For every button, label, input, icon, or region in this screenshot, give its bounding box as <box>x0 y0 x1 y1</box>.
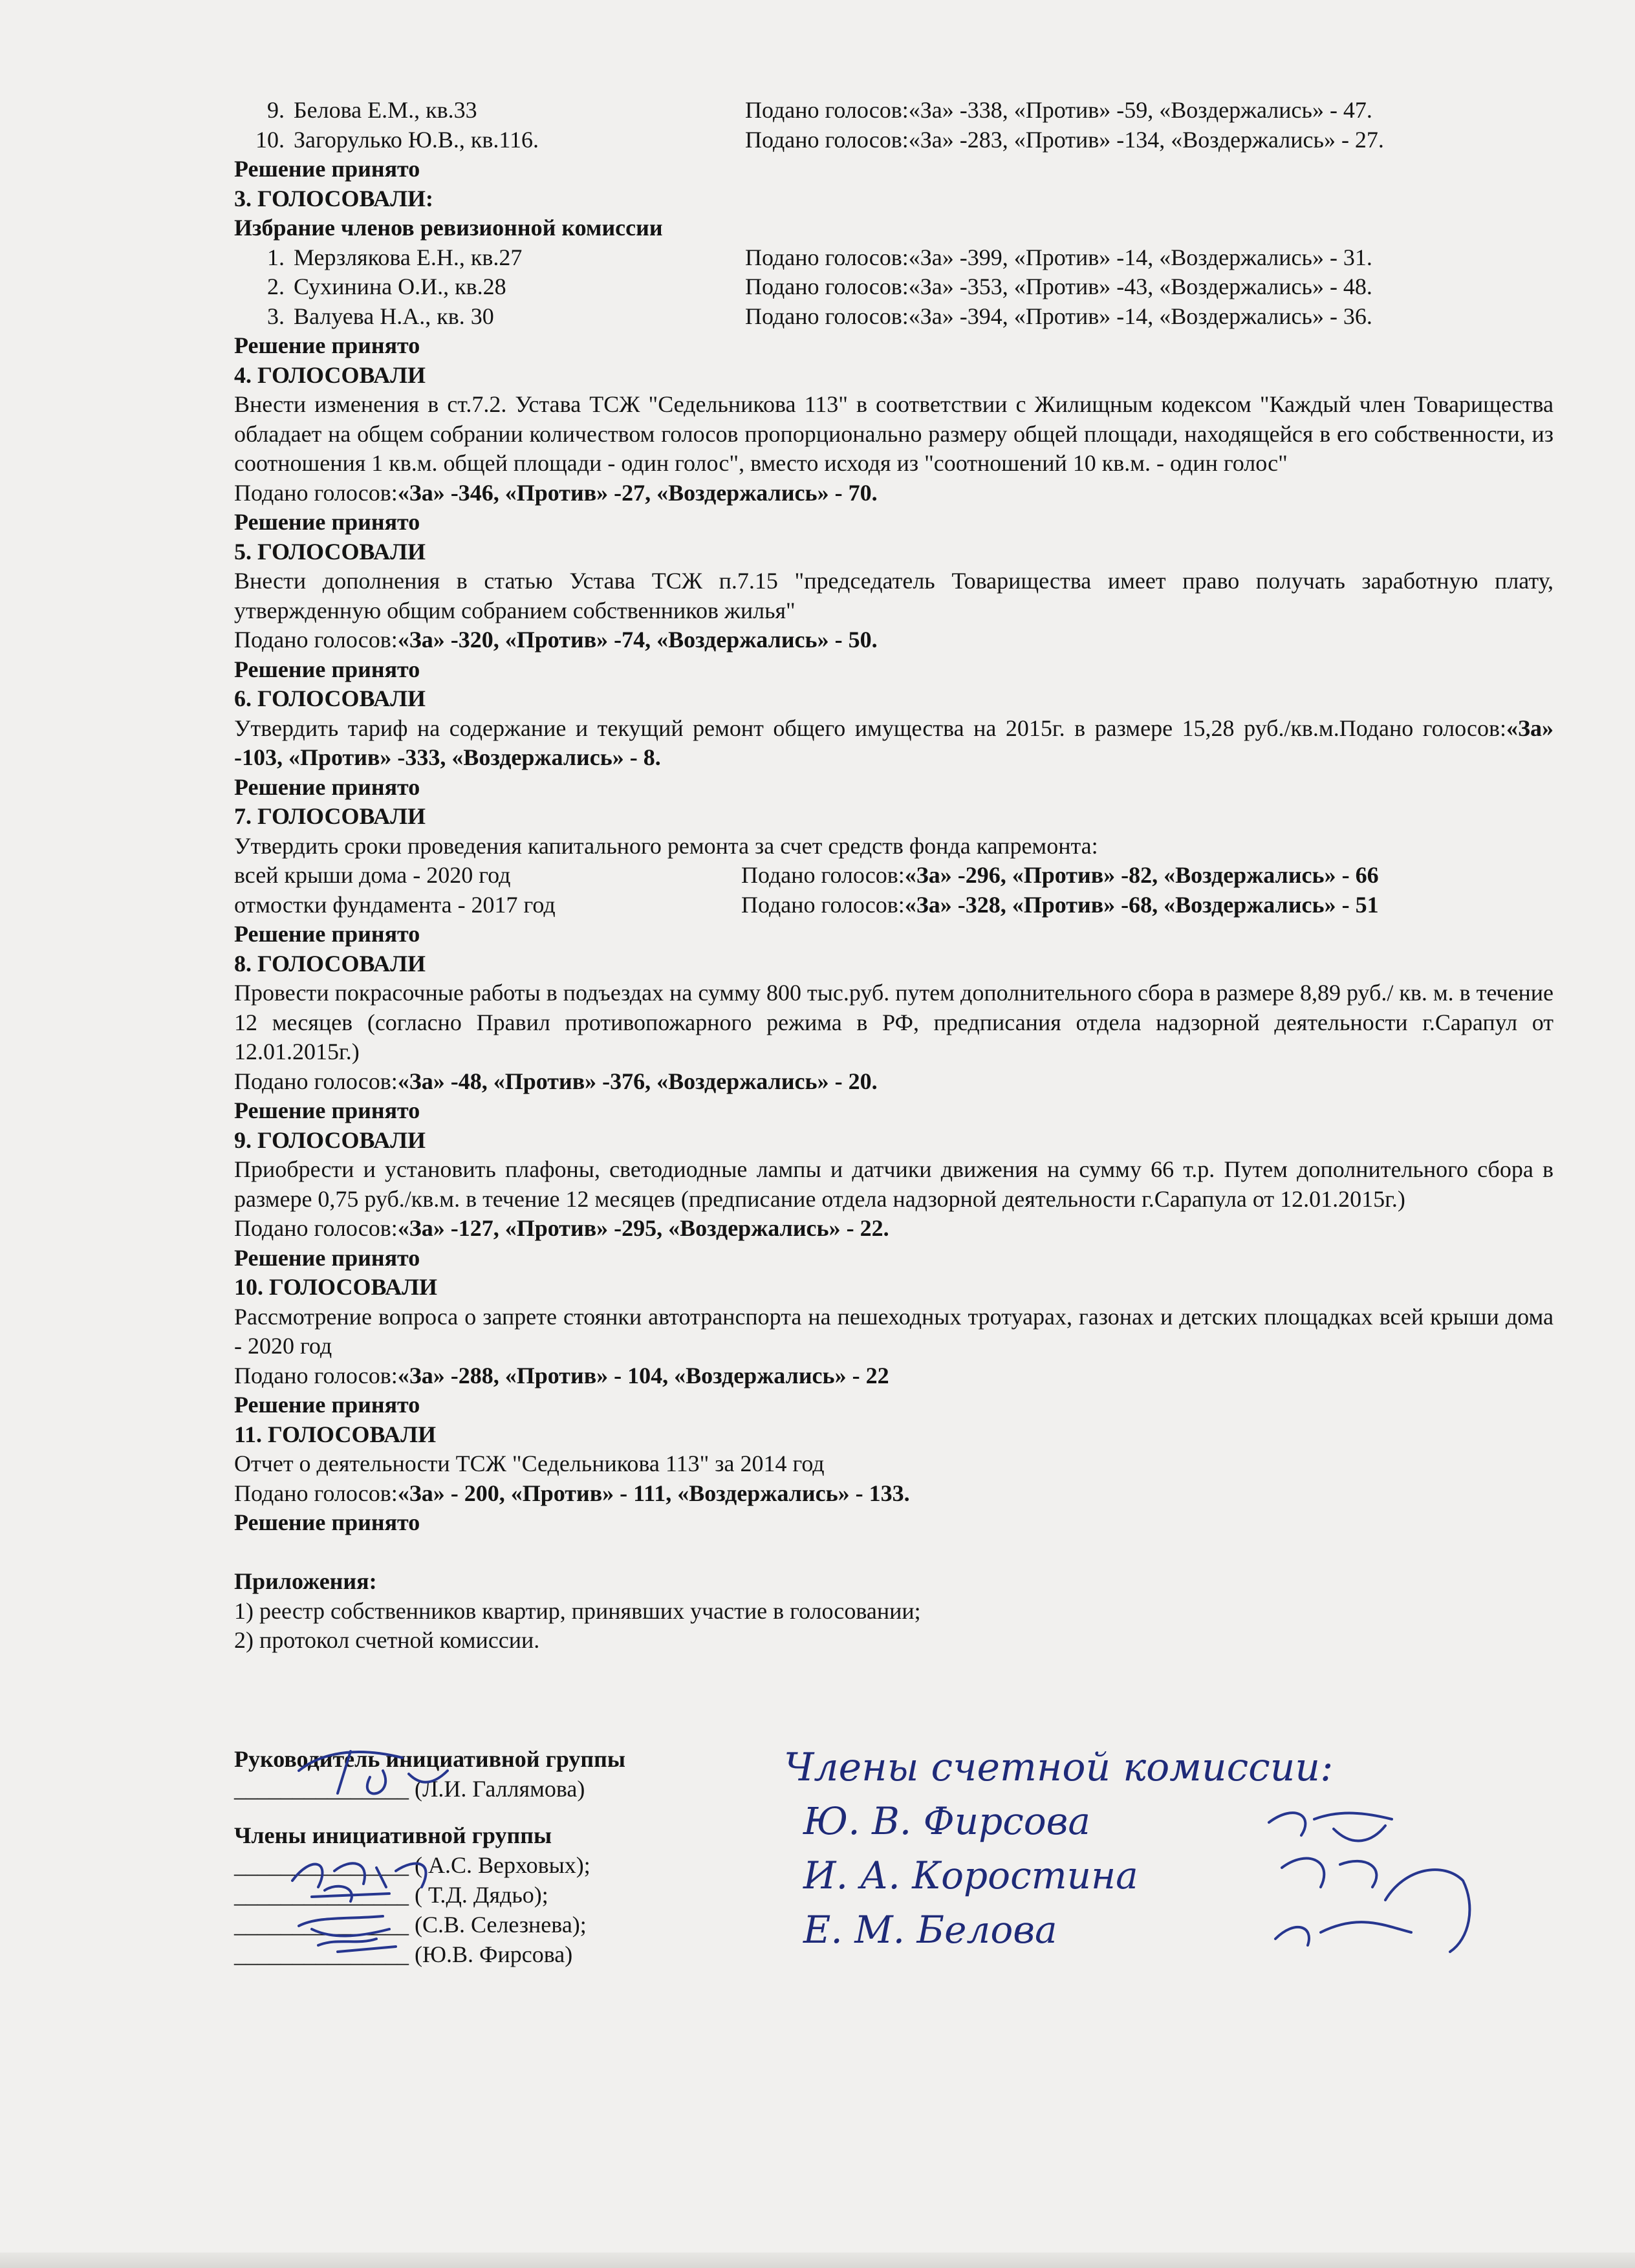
vote-result: «За» -103, «Против» -333, «Воздержались» - 8. <box>234 715 1554 770</box>
audit-member-row <box>234 272 1554 302</box>
item-9-heading: 9. ГОЛОСОВАЛИ <box>234 1127 426 1153</box>
item-11-votes <box>234 1479 1554 1509</box>
item-7-line <box>234 891 1554 920</box>
member-name: Валуева Н.А., кв. 30 <box>294 303 494 329</box>
item-8-heading: 8. ГОЛОСОВАЛИ <box>234 950 426 977</box>
item-5-heading: 5. ГОЛОСОВАЛИ <box>234 538 426 565</box>
commission-signatures <box>1256 1790 1541 1984</box>
attachment-item: 1) реестр собственников квартир, принявших участие в голосовании; <box>234 1597 921 1624</box>
initiative-group-signatures <box>273 1732 506 1965</box>
vote-result: «За» -320, «Против» -74, «Воздержались» - 50. <box>397 627 878 653</box>
initiative-leader-line: _______________ (Л.И. Галлямова) <box>234 1775 585 1802</box>
vote-result: Подано голосов:«За» -283, «Против» -134, «Воздержались» - 27. <box>745 126 1384 153</box>
vote-result: Подано голосов:«За» -394, «Против» -14, «Воздержались» - 36. <box>745 303 1372 329</box>
vote-result: «За» -328, «Против» -68, «Воздержались» - 51 <box>904 891 1379 918</box>
vote-result: Подано голосов:«За» -338, «Против» -59, «Воздержались» - 47. <box>745 97 1372 123</box>
vote-result: «За» -48, «Против» -376, «Воздержались» - 20. <box>397 1068 878 1094</box>
attachments-title: Приложения: <box>234 1568 377 1594</box>
item-7-heading: 7. ГОЛОСОВАЛИ <box>234 803 426 829</box>
vote-result: «За» - 200, «Против» - 111, «Воздержались» - 133. <box>397 1480 910 1506</box>
protocol-text <box>234 96 1554 2049</box>
item-5-votes <box>234 625 1554 655</box>
item-4-heading: 4. ГОЛОСОВАЛИ <box>234 362 426 388</box>
item-10-text: Рассмотрение вопроса о запрете стоянки автотранспорта на пешеходных тротуарах, газонах и детских площадках всей крыши дома - 2020 год <box>234 1303 1554 1359</box>
audit-member-row <box>234 243 1554 273</box>
member-name: Сухинина О.И., кв.28 <box>294 274 506 299</box>
votes-label: Подано голосов: <box>741 891 905 918</box>
initiative-member-line: _______________ (С.В. Селезнева); <box>234 1911 587 1938</box>
initiative-member-line: _______________ (Ю.В. Фирсова) <box>234 1941 573 1967</box>
row-number: 2. <box>267 274 285 299</box>
elected-row-9 <box>234 96 1554 125</box>
decision-accepted: Решение принято <box>234 656 420 682</box>
attachment-item: 2) протокол счетной комиссии. <box>234 1627 540 1653</box>
row-number: 1. <box>267 244 285 270</box>
decision-accepted: Решение принято <box>234 921 420 947</box>
votes-label: Подано голосов: <box>234 479 398 506</box>
item-8-votes <box>234 1067 1554 1097</box>
item-4-text: Внести изменения в ст.7.2. Устава ТСЖ "Седельникова 113" в соответствии с Жилищным кодексом "Каждый член Товарищества обладает на общем собрании количеством голосов пропорционально размеру общей площади, находящейся в его собственности, из соотношения 1 кв.м. общей площади - один голос", вместо исходя из "соотношений 10 кв.м. - один голос" <box>234 391 1554 476</box>
vote-result: «За» -296, «Против» -82, «Воздержались» - 66 <box>904 862 1379 888</box>
item-9-text: Приобрести и установить плафоны, светодиодные лампы и датчики движения на сумму 66 т.р. Путем дополнительного сбора в размере 0,75 руб./кв.м. в течение 12 месяцев (предписание отдела надзорной деятельности г.Сарапула от 12.01.2015г.) <box>234 1156 1554 1212</box>
member-name: Загорулько Ю.В., кв.116. <box>294 126 539 153</box>
decision-accepted: Решение принято <box>234 773 420 800</box>
decision-accepted: Решение принято <box>234 156 420 182</box>
handwritten-name: Е. М. Белова <box>803 1907 1057 1952</box>
decision-accepted: Решение принято <box>234 1509 420 1535</box>
item-3-subheading: Избрание членов ревизионной комиссии <box>234 215 663 241</box>
initiative-members-label: Члены инициативной группы <box>234 1822 552 1848</box>
item-10-votes <box>234 1361 1554 1391</box>
vote-result: Подано голосов:«За» -353, «Против» -43, «Воздержались» - 48. <box>745 274 1372 299</box>
repair-item: всей крыши дома - 2020 год <box>234 862 511 888</box>
vote-result: «За» -288, «Против» - 104, «Воздержались» - 22 <box>397 1362 889 1388</box>
member-name: Мерзлякова Е.Н., кв.27 <box>294 244 523 270</box>
decision-accepted: Решение принято <box>234 1097 420 1123</box>
initiative-member-line: _______________ ( Т.Д. Дядьо); <box>234 1881 548 1908</box>
votes-label: Подано голосов: <box>234 1362 398 1388</box>
decision-accepted: Решение принято <box>234 332 420 358</box>
votes-label: Подано голосов: <box>234 1480 398 1506</box>
member-name: Белова Е.М., кв.33 <box>294 97 477 123</box>
row-number: 9. <box>267 97 285 123</box>
initiative-member-line: _______________ ( А.С. Верховых); <box>234 1852 590 1878</box>
audit-member-row <box>234 302 1554 332</box>
handwritten-name: Ю. В. Фирсова <box>803 1798 1090 1843</box>
item-11-heading: 11. ГОЛОСОВАЛИ <box>234 1421 437 1447</box>
item-7-line <box>234 861 1554 891</box>
votes-label: Подано голосов: <box>234 1215 398 1241</box>
votes-label: Подано голосов: <box>741 862 905 888</box>
handwritten-heading: Члены счетной комиссии: <box>784 1744 1334 1790</box>
item-10-heading: 10. ГОЛОСОВАЛИ <box>234 1274 438 1300</box>
votes-label: Подано голосов: <box>234 1068 398 1094</box>
item-3-heading: 3. ГОЛОСОВАЛИ: <box>234 185 434 211</box>
item-11-text: Отчет о деятельности ТСЖ "Седельникова 113" за 2014 год <box>234 1451 825 1476</box>
item-6-heading: 6. ГОЛОСОВАЛИ <box>234 686 426 711</box>
decision-accepted: Решение принято <box>234 1392 420 1418</box>
repair-item: отмостки фундамента - 2017 год <box>234 891 556 918</box>
vote-result: «За» -346, «Против» -27, «Воздержались» - 70. <box>397 479 878 506</box>
item-8-text: Провести покрасочные работы в подъездах на сумму 800 тыс.руб. путем дополнительного сбора в размере 8,89 руб./ кв. м. в течение 12 месяцев (согласно Правил противопожарного режима в РФ, предписания отдела надзорной деятельности г.Сарапул от 12.01.2015г.) <box>234 980 1554 1064</box>
row-number: 3. <box>267 303 285 329</box>
item-4-votes <box>234 479 1554 508</box>
vote-result: Подано голосов:«За» -399, «Против» -14, «Воздержались» - 31. <box>745 244 1372 270</box>
votes-label: Подано голосов: <box>234 627 398 653</box>
elected-row-10 <box>234 125 1554 155</box>
item-9-votes <box>234 1214 1554 1244</box>
item-5-text: Внести дополнения в статью Устава ТСЖ п.7.15 "председатель Товарищества имеет право получать заработную плату, утвержденную общим собранием собственников жилья" <box>234 568 1554 623</box>
initiative-leader-label: Руководитель инициативной группы <box>234 1745 625 1772</box>
vote-result: «За» -127, «Против» -295, «Воздержались» - 22. <box>397 1215 889 1241</box>
decision-accepted: Решение принято <box>234 509 420 535</box>
scan-edge <box>0 2252 1635 2268</box>
row-number: 10. <box>255 126 285 153</box>
decision-accepted: Решение принято <box>234 1244 420 1271</box>
item-6-text <box>234 714 1554 773</box>
item-6-body: Утвердить тариф на содержание и текущий ремонт общего имущества на 2015г. в размере 15,28 руб./кв.м.Подано голосов: <box>234 715 1506 741</box>
signature-block <box>234 1745 1554 2049</box>
item-7-text: Утвердить сроки проведения капитального ремонта за счет средств фонда капремонта: <box>234 832 1098 859</box>
handwritten-name: И. А. Коростина <box>803 1853 1138 1897</box>
